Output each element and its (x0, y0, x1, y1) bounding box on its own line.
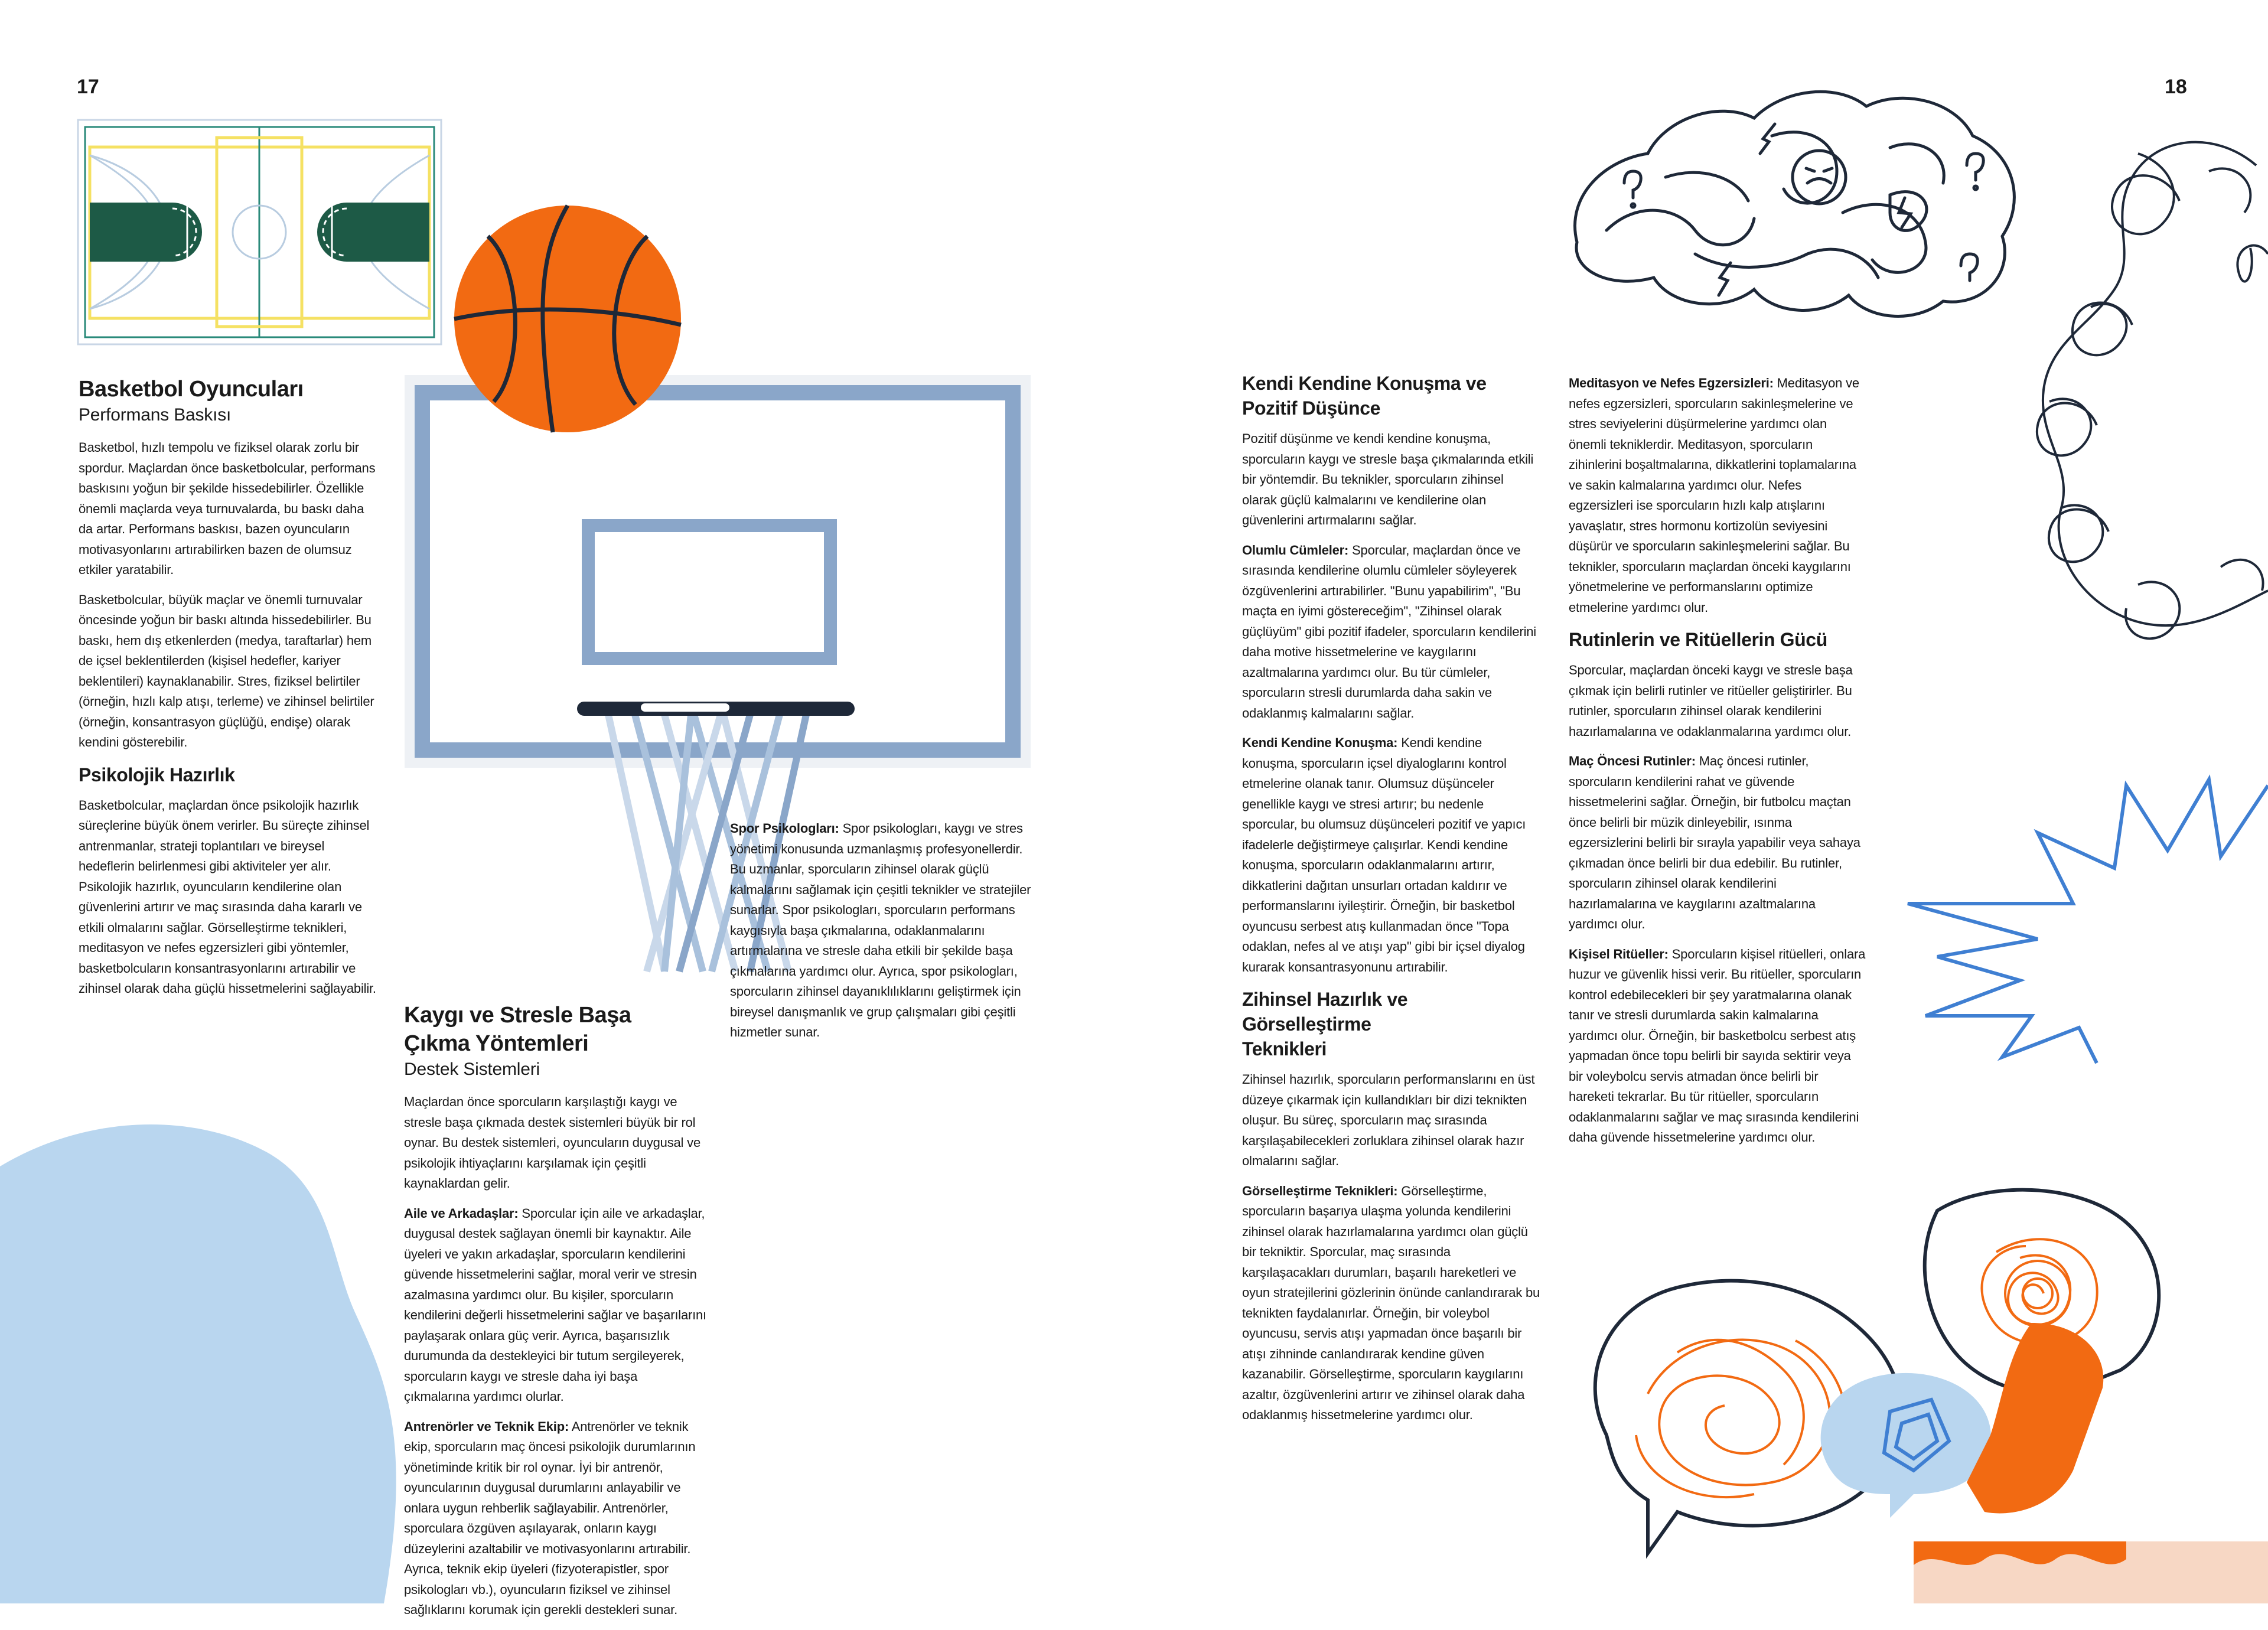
paragraph-coaches: Antrenörler ve Teknik Ekip: Antrenörler ve teknik ekip, sporcuların maç öncesi psikolojik durumlarının yönetiminde kritik bir rol oynar. İyi bir antrenör, oyuncularının duygusal durumlarını anlayabilir ve onlara uygun rehberlik sağlayabilir. Antrenörler, sporculara özgüven aşılayarak, onların kaygı düzeylerini azaltabilir ve motivasyonlarını artırabilir. Ayrıca, teknik ekip üyeleri (fizyoterapistler, spor psikologları vb.), oyuncuların fiziksel ve zihinsel sağlıklarını korumak için gerekli destekleri sunar. (404, 1419, 696, 1617)
page-number-left: 17 (77, 76, 99, 98)
paragraph: Pozitif düşünme ve kendi kendine konuşma, sporcuların kaygı ve stresle başa çıkmalarında etkili bir yöntemdir. Bu teknikler, sporcuların zihinsel olarak güçlü kalmalarını ve kendilerine olan güvenlerini artırmalarını sağlar. (1242, 431, 1534, 527)
heading-self-talk-line2: Pozitif Düşünce (1242, 397, 1381, 419)
heading-mental-prep-line1: Zihinsel Hazırlık ve Görselleştirme (1242, 989, 1408, 1035)
paragraph: Zihinsel hazırlık, sporcuların performanslarını en üst düzeye çıkarmak için kullandıkları bir dizi teknikten oluşur. Bu süreç, sporcuların maç sırasında karşılaşabilecekleri zorluklara zihinsel olarak hazır olmalarını sağlar. (1242, 1072, 1535, 1168)
paragraph-meditation: Meditasyon ve Nefes Egzersizleri: Meditasyon ve nefes egzersizleri, sporcuların sakinleşmelerine ve stres seviyelerini düşürmelerine yardımcı olan önemli tekniklerdir. Meditasyon, sporcuların zihinlerini boşaltmalarına, dikkatlerini toplamalarına ve sakin kalmalarına yardımcı olur. Nefes egzersizleri ise sporcuların hızlı kalp atışlarını yavaşlatır, stres hormonu kortizolün seviyesini düşürür ve sporcuların sakinleşmelerini sağlar. Bu teknikler, sporcuların maçlardan önceki kaygılarını yönetmelerine ve performanslarını optimize etmelerine yardımcı olur. (1569, 376, 1859, 615)
section-title-line1: Kaygı ve Stresle Başa (404, 1003, 631, 1028)
paragraph-pre-match: Maç Öncesi Rutinler: Maç öncesi rutinler, sporcuların kendilerini rahat ve güvende hissetmelerini sağlar. Örneğin, bir futbolcu maçtan önce belirli bir müzik dinleyebilir, ısınma egzersizlerini belirli bir sırayla yapabilir veya sahaya çıkmadan önce belirli bir dua edebilir. Bu rutinler, sporcuların zihinsel olarak kendilerini hazırlamalarına ve kaygılarını azaltmalarına yardımcı olur. (1569, 754, 1860, 931)
section-self-talk (1242, 371, 1540, 1435)
speech-bubbles-illustration (1559, 1187, 2268, 1603)
tangled-line-illustration (1961, 118, 2268, 661)
heading-psychological-prep: Psikolojik Hazırlık (79, 764, 235, 785)
section-sport-psychologists (730, 821, 1032, 1052)
paragraph: Sporcular, maçlardan önceki kaygı ve stresle başa çıkmak için belirli rutinler ve ritüeller geliştirirler. Bu rutinler, sporcuların zihinsel olarak kendilerini hazırlamalarına ve odaklanmalarına yardımcı olur. (1569, 663, 1853, 739)
section-title-line2: Çıkma Yöntemleri (404, 1031, 589, 1056)
section-performance-pressure (79, 375, 377, 1009)
section-subtitle: Destek Sistemleri (404, 1060, 540, 1079)
page-number-right: 18 (2165, 76, 2187, 98)
paragraph: Basketbolcular, maçlardan önce psikolojik hazırlık süreçlerine büyük önem verirler. Bu süreçte zihinsel antrenmanlar, strateji toplantıları ve bireysel hedeflerin belirlenmesi gibi aktiviteler yer alır. Psikolojik hazırlık, oyuncuların kendilerine olan güvenlerini artırır ve maç sırasında daha kararlı ve etkili olmalarını sağlar. Görselleştirme teknikleri, meditasyon ve nefes egzersizleri gibi yöntemler, basketbolcuların konsantrasyonlarını artırabilir ve zihinsel olarak daha güçlü hissetmelerini sağlayabilir. (79, 797, 376, 996)
paragraph-visualization: Görselleştirme Teknikleri: Görselleştirme, sporcuların başarıya ulaşma yolunda kendilerini zihinsel olarak hazırlamalarına yardımcı olan güçlü bir tekniktir. Sporcular, maç sırasında karşılaşacakları durumları, başarılı hareketleri ve oyun stratejilerini gözlerinin önünde canlandırarak bu teknikten faydalanırlar. Örneğin, bir voleybol oyuncusu, servis atışı yapmadan önce başarılı bir atışı zihninde canlandırarak kendine güven kazanabilir. Görselleştirme, sporcuların kaygılarını azaltır, özgüvenlerini artırır ve zihinsel olarak daha odaklanmış hissetmelerine yardımcı olur. (1242, 1183, 1540, 1422)
basketball-court-illustration (78, 120, 441, 344)
section-rituals (1569, 373, 1867, 1158)
section-subtitle: Performans Baskısı (79, 405, 232, 425)
heading-self-talk-line1: Kendi Kendine Konuşma ve (1242, 373, 1487, 394)
paragraph: Basketbolcular, büyük maçlar ve önemli turnuvalar öncesinde yoğun bir baskı altında hissedebilirler. Bu baskı, hem dış etkenlerden (medya, taraftarlar) hem de içsel beklentilerden (kişisel hedefler, kariyer beklentileri) kaynaklanabilir. Stres, fiziksel belirtiler (örneğin, hızlı kalp atışı, terleme) ve zihinsel belirtiler (örneğin, konsantrasyon güçlüğü, endişe) olarak kendini gösterebilir. (79, 592, 374, 749)
paragraph: Maçlardan önce sporcuların karşılaştığı kaygı ve stresle başa çıkmada destek sistemleri büyük bir rol oynar. Bu destek sistemleri, oyuncuların duygusal ve psikolojik ihtiyaçlarını karşılamak için çeşitli kaynaklardan gelir. (404, 1094, 700, 1191)
paragraph-self-talk: Kendi Kendine Konuşma: Kendi kendine konuşma, sporcuların içsel diyaloglarını kontrol etmelerine olanak tanır. Olumsuz düşünceler genellikle kaygı ve stresi artırır; bu nedenle sporcular, bu olumsuz düşünceleri pozitif ve yapıcı ifadelerle değiştirmeye çalışırlar. Kendi kendine konuşma, sporcuların odaklanmalarını artırır, dikkatlerini dağıtan unsurları ortadan kaldırır ve performanslarını iyileştirir. Örneğin, bir basketbol oyuncusu serbest atış kullanmadan önce "Topa odaklan, nefes al ve atışı yap" gibi bir içsel diyalog kurarak konsantrasyonunu artırabilir. (1242, 735, 1526, 974)
paragraph-personal-rituals: Kişisel Ritüeller: Sporcuların kişisel ritüelleri, onlara huzur ve güvenlik hissi verir. Bu ritüeller, sporcuların kontrol edebilecekleri bir şey yaratmalarına olanak tanır ve stresli durumlarda sakin kalmalarına yardımcı olur. Örneğin, bir basketbolcu serbest atış yapmadan önce topu belirli bir sayıda sektirir veya bir voleybolcu servis atmadan önce belirli bir hareketi tekrarlar. Bu tür ritüeller, sporcuların odaklanmalarını sağlar ve maç sırasında kendilerini daha güvende hissetmelerine yardımcı olur. (1569, 946, 1866, 1145)
paragraph-positive: Olumlu Cümleler: Sporcular, maçlardan önce ve sırasında kendilerine olumlu cümleler söyleyerek özgüvenlerini artırabilirler. "Bunu yapabilirim", "Bu maçta en iyimi göstereceğim", "Zihinsel olarak güçlüyüm" gibi pozitif ifadeler, sporcuların kendilerini daha motive hissetmelerine ve kaygılarını azaltmalarına yardımcı olur. Bu tür cümleler, sporcuların stresli durumlarda daha sakin ve odaklanmış kalmalarını sağlar. (1242, 542, 1536, 721)
paragraph-sport-psychologists: Spor Psikologları: Spor psikologları, kaygı ve stres yönetimi konusunda uzmanlaşmış profesyonellerdir. Bu uzmanlar, sporcuların zihinsel olarak güçlü kalmalarını sağlamak için çeşitli teknikler ve stratejiler sunarlar. Spor psikologları, sporcuların performans kaygısıyla başa çıkmalarına, odaklanmalarını artırmalarına ve stresle daha etkili bir şekilde başa çıkmalarına yardımcı olur. Ayrıca, spor psikologları, sporcuların zihinsel dayanıklılıklarını geliştirmek için bireysel danışmanlık ve grup çalışmaları gibi çeşitli hizmetler sunar. (730, 821, 1031, 1039)
burst-illustration (1902, 768, 2268, 1063)
heading-rituals: Rutinlerin ve Ritüellerin Gücü (1569, 629, 1827, 650)
paragraph: Basketbol, hızlı tempolu ve fiziksel olarak zorlu bir spordur. Maçlardan önce basketbolcular, performans baskısını yoğun bir şekilde hissedebilirler. Özellikle önemli maçlarda veya turnuvalarda, bu baskı daha da artar. Performans baskısı, bazen oyuncuların motivasyonlarını artırabilirken bazen de olumsuz etkiler yaratabilir. (79, 440, 376, 577)
heading-mental-prep-line2: Teknikleri (1242, 1038, 1327, 1060)
section-coping-methods (404, 1001, 706, 1630)
basketball-icon (452, 204, 683, 434)
section-title: Basketbol Oyuncuları (79, 377, 304, 402)
paragraph-family: Aile ve Arkadaşlar: Sporcular için aile ve arkadaşlar, duygusal destek sağlayan önemli bir kaynaktır. Aile üyeleri ve yakın arkadaşlar, sporcuların kendilerini güvende hissetmelerini sağlar, moral verir ve stresin azalmasına yardımcı olur. Bu kişiler, sporcuların kendilerini değerli hissetmelerini sağlar ve başarılarını paylaşarak onlara güç verir. Ayrıca, başarısızlık durumunda da destekleyici bir tutum sergileyerek, sporcuların kaygı ve stresle daha iyi başa çıkmalarına yardımcı olurlar. (404, 1205, 706, 1404)
